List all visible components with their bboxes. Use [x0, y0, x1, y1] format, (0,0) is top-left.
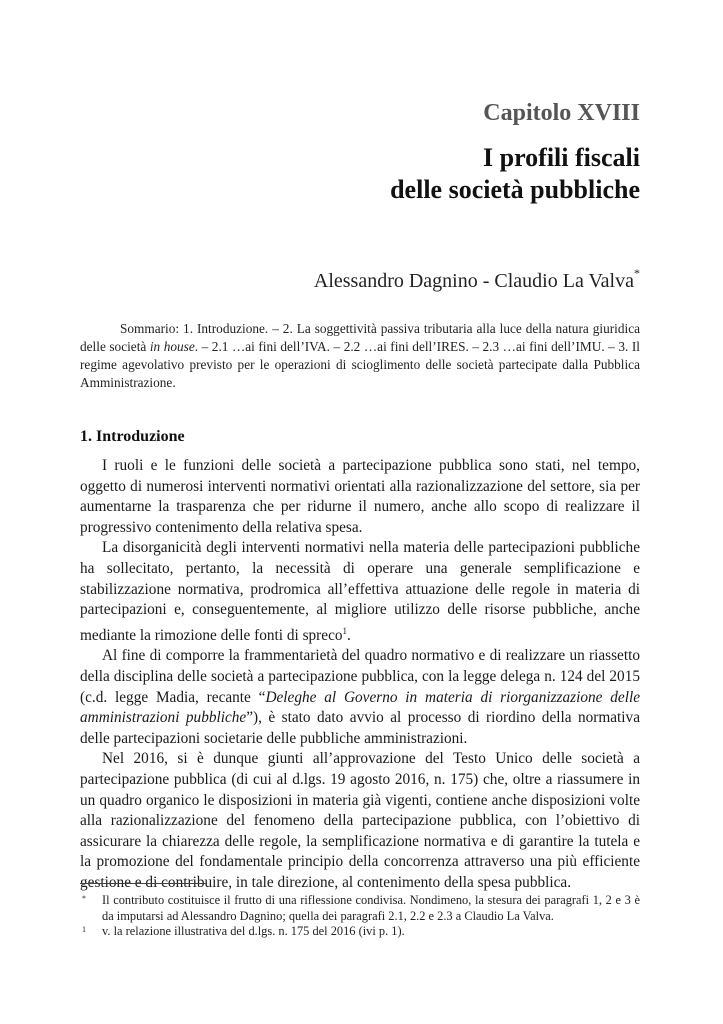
- chapter-label: Capitolo XVIII: [483, 100, 640, 126]
- footnote-divider: [80, 883, 206, 884]
- paragraph-1: I ruoli e le funzioni delle società a partecipazione pubblica sono stati, nel tempo, oggetto di numerosi interventi normativi orientati alla razionalizzazione del settore, sia per aumentarne la trasparenza che per ridurne il numero, anche allo scopo di realizzare il progressivo contenimento della relativa spesa.: [80, 457, 640, 536]
- section-heading: 1. Introduzione: [80, 428, 185, 445]
- footnote: [80, 924, 640, 940]
- paragraph-3-italic: Deleghe al Governo in materia di riorganizzazione delle amministrazioni pubbliche: [80, 688, 640, 727]
- paragraph-3-text-a: Al fine di comporre la frammentarietà del quadro normativo e di realizzare un riassetto della disciplina delle società a partecipazione pubblica, con la legge delega n. 124 del 2015 (c.d. legge Madia, recante “: [80, 647, 640, 706]
- paragraph-4: Nel 2016, si è dunque giunti all’approvazione del Testo Unico delle società a partecipazione pubblica (di cui al d.lgs. 19 agosto 2016, n. 175) che, oltre a riassumere in un quadro organico le disposizioni in materia già vigenti, contiene anche disposizioni volte alla razionalizzazione del fenomeno della partecipazione pubblica, con l’obiettivo di assicurare la chiarezza delle regole, la semplificazione normativa e di garantire la tutela e la promozione del fondamentale principio della concorrenza attraverso una più efficiente gestione e di contribuire, in tale direzione, al contenimento della spesa pubblica.: [80, 750, 640, 891]
- authors: [313, 266, 640, 293]
- footnotes: [80, 893, 640, 940]
- summary-text-1: Sommario: 1. Introduzione. – 2. La soggettività passiva tributaria alla luce della natura giuridica delle società: [80, 321, 640, 354]
- footnote-ref-1[interactable]: 1: [342, 625, 348, 636]
- chapter-title: [390, 142, 640, 206]
- paragraph-3-text-b: ”), è stato dato avvio al processo di riordino della normativa delle partecipazioni societarie delle pubbliche amministrazioni.: [80, 709, 640, 747]
- paragraph-2-text: La disorganicità degli interventi normativi nella materia delle partecipazioni pubbliche ha sollecitato, pertanto, la necessità di operare una generale semplificazione e stabilizzazione normativa, prodromica all’effettiva attuazione delle regole in materia di partecipazioni e, conseguentemente, al migliore utilizzo delle risorse pubbliche, anche mediante la rimozione delle fonti di spreco: [80, 539, 640, 644]
- footnote-text: v. la relazione illustrativa del d.lgs. n. 175 del 2016 (ivi p. 1).: [102, 924, 405, 938]
- footnote-mark: 1: [82, 925, 86, 934]
- paragraph-3: [80, 646, 640, 749]
- paragraph-2-end: .: [347, 626, 351, 644]
- author-names: Alessandro Dagnino - Claudio La Valva: [313, 270, 634, 292]
- body-text: [80, 456, 640, 894]
- chapter-title-line-2: delle società pubbliche: [390, 175, 640, 204]
- chapter-title-line-1: I profili fiscali: [483, 143, 640, 172]
- paragraph-2: [80, 538, 640, 646]
- footnote-mark: *: [82, 894, 86, 903]
- summary-italic: in house: [149, 339, 195, 354]
- author-footnote-mark[interactable]: *: [634, 266, 640, 280]
- summary: [80, 320, 640, 392]
- footnote: [80, 893, 640, 924]
- footnote-text: Il contributo costituisce il frutto di una riflessione condivisa. Nondimeno, la stesura dei paragrafi 1, 2 e 3 è da imputarsi ad Alessandro Dagnino; quella dei paragrafi 2.1, 2.2 e 2.3 a Claudio La Valva.: [102, 893, 640, 923]
- summary-text-2: . – 2.1 …ai fini dell’IVA. – 2.2 …ai fini dell’IRES. – 2.3 …ai fini dell’IMU. – 3. Il regime agevolativo previsto per le operazioni di scioglimento delle società partecipate dalla Pubblica Amministrazione.: [80, 339, 640, 390]
